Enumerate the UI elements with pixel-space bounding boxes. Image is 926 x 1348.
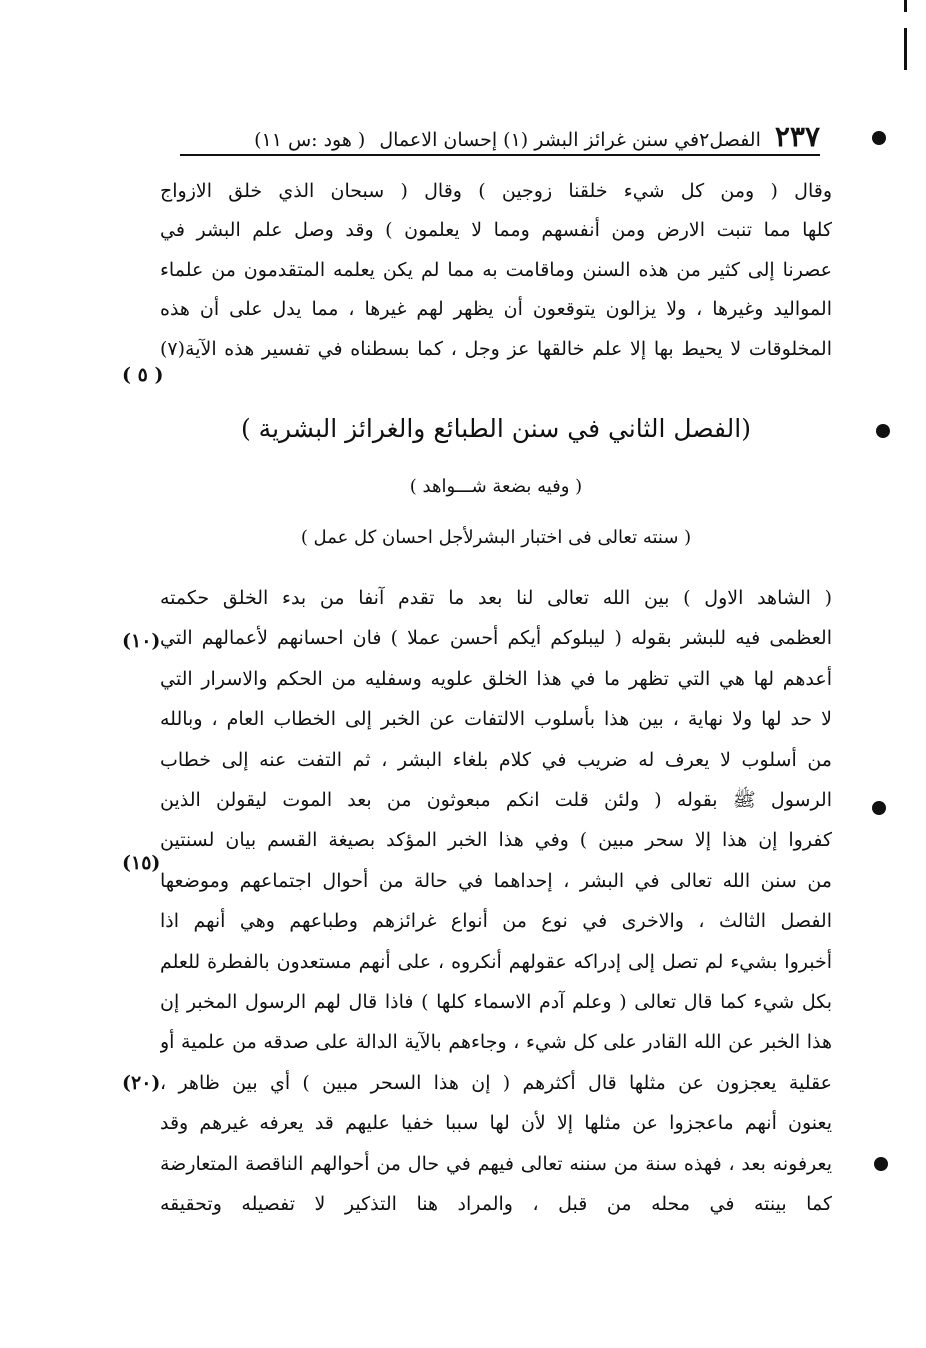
header-rule — [180, 154, 820, 156]
text-line: عقلية يعجزون عن مثلها قال أكثرهم ( إن هذا السحر مبين ) أي بين ظاهر ، — [160, 1071, 832, 1094]
binding-hole — [872, 801, 886, 815]
text-line: هذا الخبر عن الله القادر على كل شيء ، وجاءهم بالآية الدالة على صدقه من علمية أو — [160, 1031, 832, 1054]
text-line: العظمى فيه للبشر بقوله ( ليبلوكم أيكم أحسن عملا ) فان احسانهم لأعمالهم التي — [160, 627, 832, 650]
binding-hole — [872, 131, 886, 145]
text-line: عصرنا إلى كثير من هذه السنن وماقامت به مما لم يكن يعلمه المتقدمون من علماء — [160, 258, 832, 281]
running-header — [180, 120, 820, 153]
page-edge-mark — [904, 28, 907, 70]
header-reference: ( هود :س ١١) — [254, 129, 366, 151]
text-line: بكل شيء كما قال تعالى ( وعلم آدم الاسماء كلها ) فاذا قال لهم الرسول المخبر إن — [160, 991, 832, 1014]
text-line: يعرفونه بعد ، فهذه سنة من سننه تعالى فيهم في حال من أحوالهم الناقصة المتعارضة — [160, 1152, 832, 1175]
text-line: كلها مما تنبت الارض ومن أنفسهم ومما لا يعلمون ) وقد وصل علم البشر في — [160, 219, 832, 242]
chapter-subtitle: ( وفيه بضعة شـــواهد ) — [409, 476, 583, 497]
text-line: من سنن الله تعالى في البشر ، إحداهما في حالة من أحوال اجتماعهم وموضعها — [160, 869, 832, 892]
text-block-intro — [160, 172, 832, 369]
text-line: المخلوقات لا يحيط بها إلا علم خالقها عز وجل ، كما بسطناه في تفسير هذه الآية(٧) — [160, 337, 832, 360]
text-line: ( الشاهد الاول ) بين الله تعالى لنا بعد ما تقدم آنفا من بدء الخلق حكمته — [160, 587, 832, 609]
text-line: المواليد وغيرها ، ولا يزالون يتوقعون أن يظهر لهم غيرها ، مما يدل على أن هذه — [160, 298, 832, 321]
text-line: الفصل الثالث ، والاخرى في نوع من أنواع غرائزهم وطباعهم وهي أنهم اذا — [160, 910, 832, 933]
line-number: (١٠) — [122, 630, 161, 652]
text-line: من أسلوب لا يعرف له ضريب في كلام بلغاء البشر ، ثم التفت عنه إلى خطاب — [160, 748, 832, 771]
section-heading: ( سنته تعالى فى اختبار البشرلأجل احسان كل عمل ) — [300, 527, 692, 548]
header-chapter: الفصل٢في سنن غرائز البشر (١) إحسان الاعمال — [379, 129, 761, 151]
text-line: وقال ( ومن كل شيء خلقنا زوجين ) وقال ( سبحان الذي خلق الازواج — [160, 180, 832, 202]
binding-hole — [876, 424, 890, 438]
text-line: أخبروا بشيء لم تصل إلى إدراكه عقولهم أنكروه ، على أنهم مستعدون بالفطرة للعلم — [160, 950, 832, 973]
line-number: (٢٠) — [122, 1072, 161, 1094]
text-line: كفروا إن هذا إلا سحر مبين ) وفي هذا الخبر المؤكد بصيغة القسم بيان لسنتين — [160, 829, 832, 852]
binding-hole — [874, 1157, 888, 1171]
text-line: كما بينته في محله من قبل ، والمراد هنا التذكير لا تفصيله وتحقيقه — [160, 1193, 832, 1216]
text-line: الرسول ﷺ بقوله ( ولئن قلت انكم مبعوثون من بعد الموت ليقولن الذين — [160, 789, 832, 812]
line-number: (١٥) — [122, 852, 161, 874]
chapter-title: (الفصل الثاني في سنن الطبائع والغرائز البشرية ) — [240, 414, 752, 443]
line-number: ( ٥ ) — [122, 364, 164, 386]
text-line: لا حد لها ولا نهاية ، بين هذا بأسلوب الالتفات عن الخبر إلى الخطاب العام ، وبالله — [160, 708, 832, 731]
page-number: ٢٣٧ — [774, 120, 820, 153]
text-block-main — [160, 578, 832, 1225]
text-line: يعنون أنهم ماعجزوا عن مثلها إلا لأن لها سببا خفيا عليهم قد يعرفه غيرهم وقد — [160, 1112, 832, 1135]
text-line: أعدهم لها هي التي تظهر ما في هذا الخلق علويه وسفليه من الحكم والاسرار التي — [160, 667, 832, 690]
page-edge-mark — [904, 0, 907, 12]
